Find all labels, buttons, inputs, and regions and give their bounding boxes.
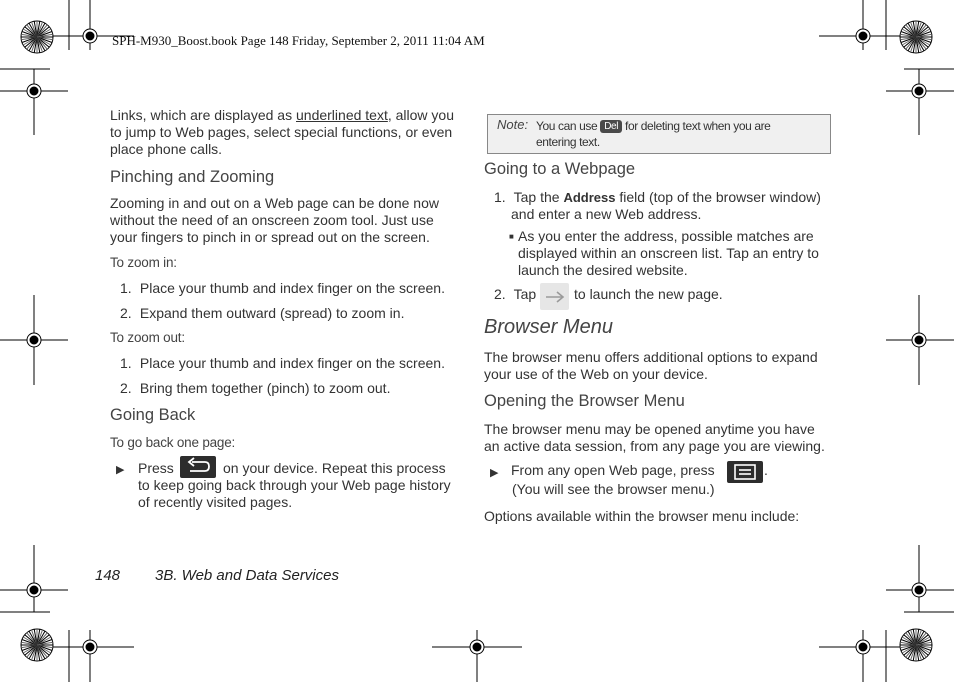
step-number: 1. bbox=[120, 280, 132, 296]
pinch-paragraph bbox=[110, 195, 439, 246]
registration-target bbox=[886, 295, 954, 385]
step-text: Tap bbox=[513, 286, 537, 302]
registration-target bbox=[432, 630, 522, 682]
paragraph-text: your use of the Web on your device. bbox=[484, 366, 708, 382]
note-text: for deleting text when you are bbox=[625, 119, 771, 133]
bullet-triangle-icon: ▶ bbox=[490, 467, 499, 479]
step-text: Tap the bbox=[513, 189, 560, 205]
intro-text: , allow you bbox=[387, 107, 454, 123]
step-text: Place your thumb and index finger on the screen. bbox=[139, 280, 445, 296]
step-number: 2. bbox=[494, 286, 506, 302]
note-text: You can use bbox=[536, 119, 598, 133]
bullet-text: launch the desired website. bbox=[518, 262, 688, 278]
bullet-text: As you enter the address, possible matches are bbox=[518, 228, 814, 244]
paragraph-text: The browser menu offers additional options to expand bbox=[484, 349, 818, 365]
note-box bbox=[487, 114, 831, 154]
opening-paragraph bbox=[484, 421, 825, 455]
webpage-step bbox=[494, 189, 821, 206]
registration-target bbox=[886, 545, 954, 612]
zoom-out-label: To zoom out: bbox=[110, 330, 185, 345]
bullet-text: displayed within an onscreen list. Tap an entry to bbox=[518, 245, 819, 261]
zoom-in-step bbox=[120, 305, 404, 322]
section-footer: 3B. Web and Data Services bbox=[155, 567, 339, 584]
star-target bbox=[900, 21, 932, 53]
pinch-text: your fingers to pinch in or spread out on the screen. bbox=[110, 229, 430, 245]
pinch-text: Zooming in and out on a Web page can be done now bbox=[110, 195, 439, 211]
step-text: and enter a new Web address. bbox=[511, 206, 702, 222]
press-back-text: to keep going back through your Web page history bbox=[138, 477, 451, 493]
section-heading-webpage: Going to a Webpage bbox=[484, 160, 636, 178]
section-heading-going-back: Going Back bbox=[110, 406, 196, 424]
address-field-label: Address bbox=[563, 190, 616, 205]
running-head: SPH-M930_Boost.book Page 148 Friday, September 2, 2011 11:04 AM bbox=[112, 33, 485, 48]
go-back-label: To go back one page: bbox=[110, 435, 236, 450]
step-number: 2. bbox=[120, 380, 132, 396]
browser-menu-paragraph bbox=[484, 349, 818, 383]
star-target bbox=[21, 21, 53, 53]
step-text: field (top of the browser window) bbox=[619, 189, 821, 205]
step-text: Bring them together (pinch) to zoom out. bbox=[139, 380, 391, 396]
press-back-text: of recently visited pages. bbox=[138, 494, 293, 510]
zoom-out-step bbox=[120, 380, 390, 397]
step-text: to launch the new page. bbox=[574, 286, 723, 302]
step-text: Place your thumb and index finger on the screen. bbox=[139, 355, 445, 371]
registration-target bbox=[819, 0, 907, 50]
press-back-text: Press bbox=[138, 460, 174, 476]
zoom-in-label: To zoom in: bbox=[110, 255, 177, 270]
page-number: 148 bbox=[95, 567, 121, 584]
star-target bbox=[900, 629, 932, 661]
note-text bbox=[536, 118, 826, 150]
bullet-text: From any open Web page, press bbox=[511, 462, 715, 478]
bullet-text: (You will see the browser menu.) bbox=[512, 481, 715, 497]
press-back-text: on your device. Repeat this process bbox=[223, 460, 446, 476]
underlined-text-link[interactable]: underlined text bbox=[296, 107, 388, 123]
right-arrow-icon bbox=[540, 283, 569, 310]
intro-text: to jump to Web pages, select special functions, or even bbox=[110, 124, 453, 140]
section-heading-opening: Opening the Browser Menu bbox=[484, 392, 685, 410]
star-target bbox=[21, 629, 53, 661]
options-intro: Options available within the browser menu include: bbox=[484, 508, 800, 524]
step-number: 1. bbox=[494, 189, 506, 205]
step-number: 1. bbox=[120, 355, 132, 371]
registration-target bbox=[46, 630, 134, 682]
back-key-icon bbox=[180, 456, 216, 478]
bullet-triangle-icon: ▶ bbox=[116, 464, 125, 476]
intro-text: Links, which are displayed as bbox=[110, 107, 296, 123]
paragraph-text: The browser menu may be opened anytime you have bbox=[484, 421, 815, 437]
bullet-square-icon: ■ bbox=[509, 232, 514, 241]
registration-target bbox=[819, 630, 907, 682]
registration-target bbox=[0, 69, 68, 135]
step-text: Expand them outward (spread) to zoom in. bbox=[139, 305, 405, 321]
zoom-out-step bbox=[120, 355, 445, 372]
registration-target bbox=[886, 69, 954, 135]
paragraph-text: an active data session, from any page you are viewing. bbox=[484, 438, 825, 454]
menu-icon bbox=[727, 461, 763, 483]
registration-target bbox=[0, 295, 68, 385]
section-heading-pinching: Pinching and Zooming bbox=[110, 168, 275, 186]
del-key-icon: Del bbox=[600, 120, 622, 133]
note-text: entering text. bbox=[536, 135, 600, 149]
zoom-in-step bbox=[120, 280, 445, 297]
bullet-paragraph bbox=[518, 228, 819, 279]
section-heading-browser-menu: Browser Menu bbox=[484, 316, 613, 338]
registration-target bbox=[0, 545, 68, 612]
intro-paragraph bbox=[110, 107, 454, 158]
pinch-text: without the need of an onscreen zoom tool. Just use bbox=[110, 212, 434, 228]
intro-text: place phone calls. bbox=[110, 141, 223, 157]
step-number: 2. bbox=[120, 305, 132, 321]
bullet-text: . bbox=[764, 462, 768, 478]
webpage-step bbox=[494, 286, 536, 303]
press-back-text bbox=[138, 477, 451, 511]
note-label: Note: bbox=[497, 117, 529, 132]
